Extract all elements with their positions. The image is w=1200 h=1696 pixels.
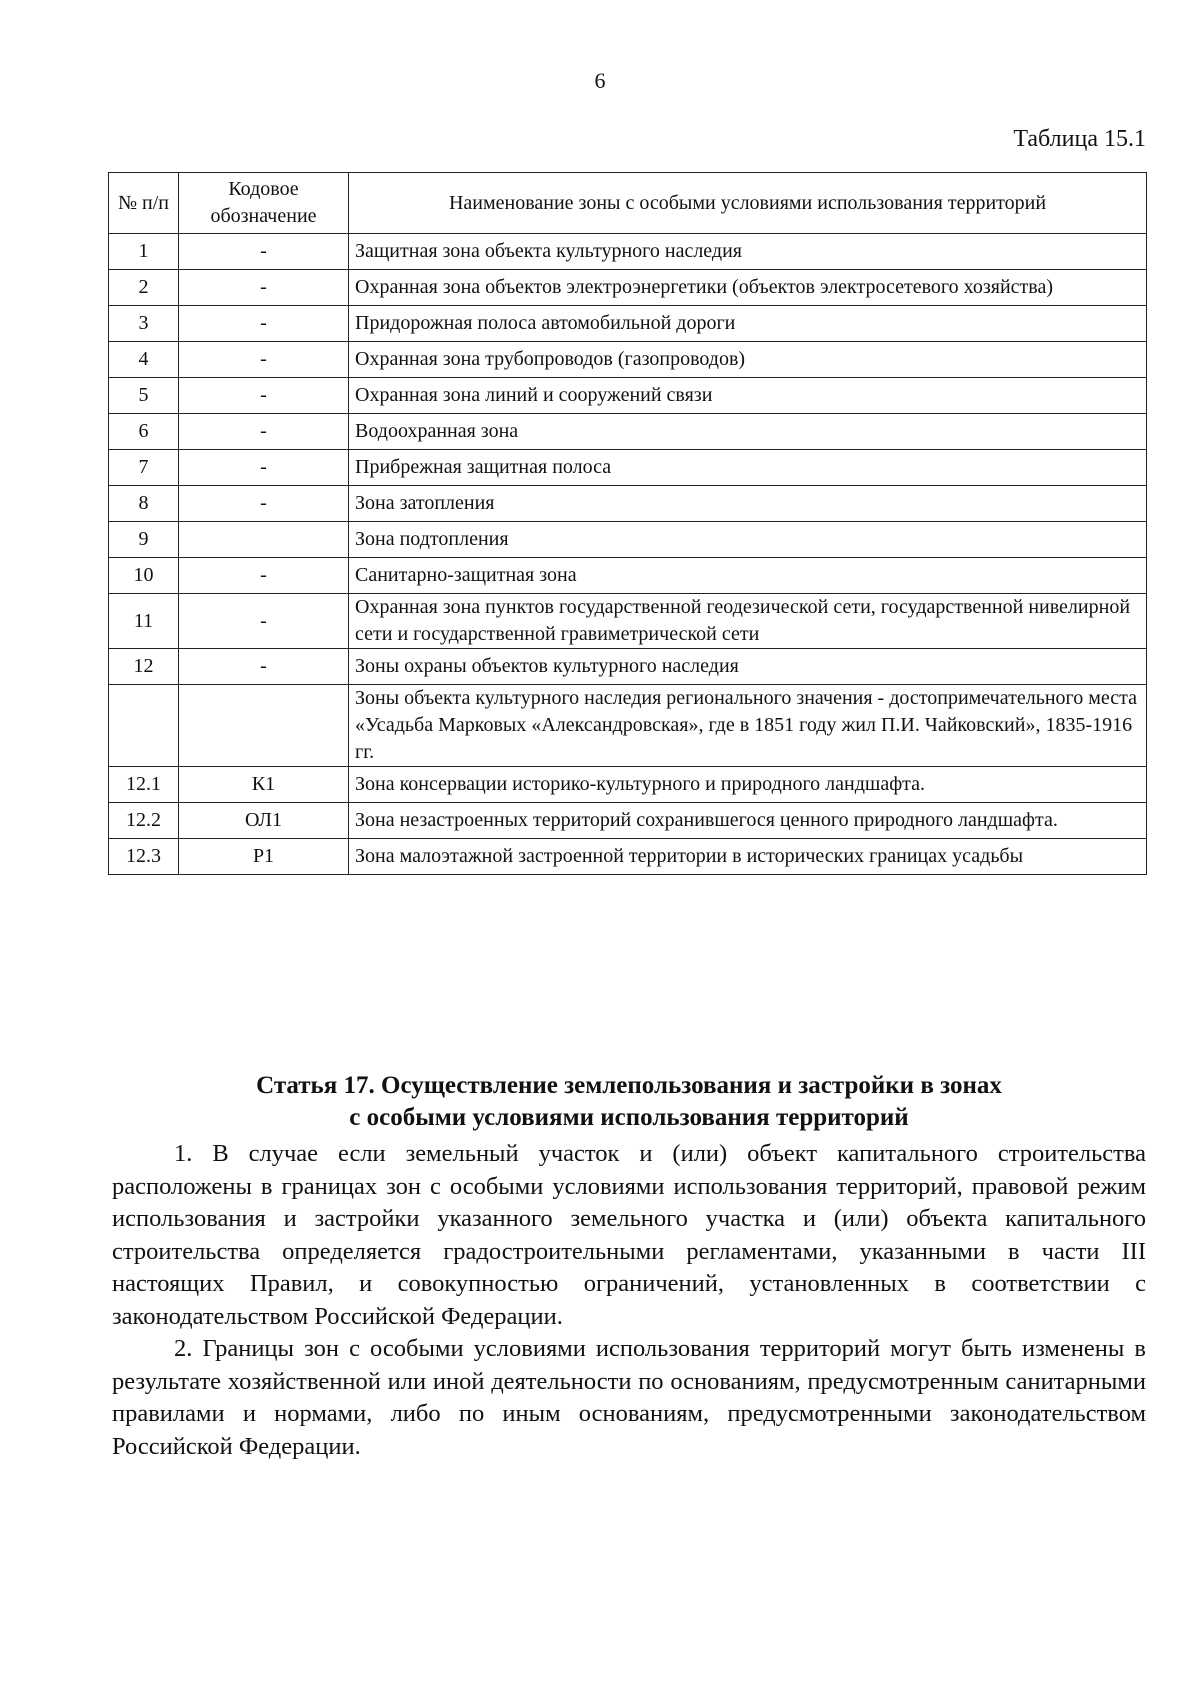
table-row [109, 803, 1147, 839]
table-row [109, 342, 1147, 378]
row-code: - [179, 558, 349, 594]
row-code [179, 522, 349, 558]
row-code: - [179, 450, 349, 486]
row-num: 2 [109, 270, 179, 306]
row-code: - [179, 306, 349, 342]
row-code: К1 [179, 767, 349, 803]
row-num: 12.1 [109, 767, 179, 803]
table-row [109, 839, 1147, 875]
table-row [109, 486, 1147, 522]
row-num: 1 [109, 234, 179, 270]
header-code: Кодовое обозначение [179, 173, 349, 234]
row-num: 12.2 [109, 803, 179, 839]
row-name: Санитарно-защитная зона [349, 558, 1147, 594]
table-row [109, 306, 1147, 342]
row-name: Зона малоэтажной застроенной территории в исторических границах усадьбы [349, 839, 1147, 875]
table-row [109, 450, 1147, 486]
table-row [109, 649, 1147, 685]
table-row [109, 767, 1147, 803]
row-name: Зона незастроенных территорий сохранившегося ценного природного ландшафта. [349, 803, 1147, 839]
header-name: Наименование зоны с особыми условиями использования территорий [349, 173, 1147, 234]
table-body [109, 234, 1147, 875]
row-code [179, 685, 349, 767]
row-name: Охранная зона пунктов государственной геодезической сети, государственной нивелирной сети и государственной гравиметрической сети [349, 594, 1147, 649]
row-code: - [179, 342, 349, 378]
row-code: - [179, 414, 349, 450]
row-num: 7 [109, 450, 179, 486]
table-row [109, 414, 1147, 450]
row-num: 10 [109, 558, 179, 594]
row-num: 8 [109, 486, 179, 522]
row-code: - [179, 486, 349, 522]
row-num: 11 [109, 594, 179, 649]
row-code: - [179, 649, 349, 685]
row-code: - [179, 594, 349, 649]
article-paragraph-2: 2. Границы зон с особыми условиями использования территорий могут быть изменены в результате хозяйственной или иной деятельности по основаниям, предусмотренным санитарными правилами и нормами, либо по иным основаниям, предусмотренными законодательством Российской Федерации. [112, 1335, 1146, 1460]
table-row [109, 558, 1147, 594]
row-code: - [179, 378, 349, 414]
row-name: Зоны охраны объектов культурного наследия [349, 649, 1147, 685]
article-paragraph-1: 1. В случае если земельный участок и (или) объект капитального строительства расположены в границах зон с особыми условиями использования территорий, правовой режим использования и застройки указанного земельного участка и (или) объекта капитального строительства определяется градостроительными регламентами, указанными в части III настоящих Правил, и совокупностью ограничений, установленных в соответствии с законодательством Российской Федерации. [112, 1140, 1146, 1330]
row-code: ОЛ1 [179, 803, 349, 839]
row-name: Зона подтопления [349, 522, 1147, 558]
row-num: 12.3 [109, 839, 179, 875]
header-num: № п/п [109, 173, 179, 234]
row-name: Охранная зона линий и сооружений связи [349, 378, 1147, 414]
row-code: - [179, 270, 349, 306]
table-row [109, 378, 1147, 414]
table-row [109, 594, 1147, 649]
row-name: Зона затопления [349, 486, 1147, 522]
article-title-line2: с особыми условиями использования территорий [349, 1104, 909, 1131]
row-num: 4 [109, 342, 179, 378]
row-num: 9 [109, 522, 179, 558]
row-name: Охранная зона объектов электроэнергетики (объектов электросетевого хозяйства) [349, 270, 1147, 306]
article-title-line1: Статья 17. Осуществление землепользования и застройки в зонах [256, 1072, 1002, 1099]
row-name: Защитная зона объекта культурного наследия [349, 234, 1147, 270]
row-name: Водоохранная зона [349, 414, 1147, 450]
row-num: 3 [109, 306, 179, 342]
table-row [109, 685, 1147, 767]
row-code: Р1 [179, 839, 349, 875]
table-row [109, 522, 1147, 558]
article-17 [112, 1070, 1146, 1463]
row-name: Зоны объекта культурного наследия регионального значения - достопримечательного места «Усадьба Марковых «Александровская», где в 1851 году жил П.И. Чайковский», 1835-1916 гг. [349, 685, 1147, 767]
row-name: Зона консервации историко-культурного и природного ландшафта. [349, 767, 1147, 803]
table-header-row [109, 173, 1147, 234]
zones-table [108, 172, 1147, 875]
table-row [109, 270, 1147, 306]
page-number: 6 [594, 68, 606, 93]
row-num: 6 [109, 414, 179, 450]
row-num: 5 [109, 378, 179, 414]
row-num: 12 [109, 649, 179, 685]
row-num [109, 685, 179, 767]
article-title [112, 1070, 1146, 1134]
row-name: Охранная зона трубопроводов (газопроводов) [349, 342, 1147, 378]
row-name: Прибрежная защитная полоса [349, 450, 1147, 486]
row-code: - [179, 234, 349, 270]
table-row [109, 234, 1147, 270]
table-caption: Таблица 15.1 [1013, 126, 1146, 152]
row-name: Придорожная полоса автомобильной дороги [349, 306, 1147, 342]
